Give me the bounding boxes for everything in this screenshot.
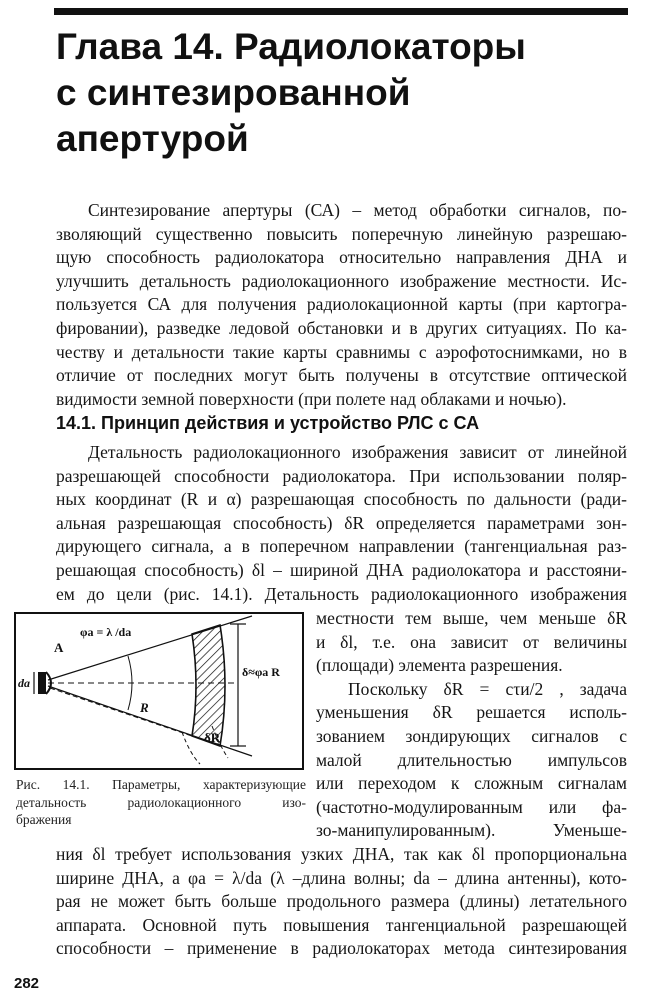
page-number: 282 — [14, 975, 40, 992]
text-line: малой длительностью импульсов — [316, 749, 627, 770]
beam-angle-label: φа = λ /dа — [80, 625, 132, 639]
caption-line: бражения — [16, 812, 72, 827]
text-line: ем до цели (рис. 14.1). Детальность радиолокационного изображения — [56, 583, 627, 604]
range-res-label: δR — [204, 730, 221, 745]
text-line: аппарата. Основной путь повышения тангенциальной разрешающей — [56, 914, 627, 935]
text-line: (площади) элемента разрешения. — [316, 655, 563, 676]
text-line: улучшить детальность радиолокационного изображение местности. Ис- — [56, 270, 627, 291]
text-line: или переходом к сложным сигналам — [316, 773, 627, 794]
text-line: способности – применение в радиолокаторах метода синтезирования — [56, 938, 627, 959]
chapter-title-line: апертурой — [56, 118, 249, 159]
chapter-top-rule — [54, 8, 628, 15]
figure-14-1 — [14, 612, 304, 770]
text-line: местности тем выше, чем меньше δR — [316, 608, 627, 628]
text-line: и δl, т.е. она зависит от величины — [316, 631, 627, 652]
text-line: дирующего сигнала, а в поперечном направлении (тангенциальная раз- — [56, 536, 627, 557]
text-line: уменьшения δR решается исполь- — [316, 702, 627, 723]
range-label: R — [140, 700, 149, 715]
text-line: отличие от последних могут быть получены в отсутствие оптической — [56, 365, 627, 386]
text-line: честву и детальности такие карты сравнимы с аэрофотоснимками, но в — [56, 341, 627, 362]
antenna-label: A — [54, 640, 64, 655]
cross-res-label: δ≈φа R — [242, 665, 280, 679]
text-line: альная разрешающая способность) δR определяется параметрами зон- — [56, 512, 627, 533]
caption-line: Рис. 14.1. Параметры, характеризующие — [16, 777, 306, 792]
chapter-title-line: Глава 14. Радиолокаторы — [56, 26, 526, 67]
section-paragraph — [56, 441, 627, 606]
antenna-shape — [38, 672, 46, 694]
text-line: Синтезирование апертуры (СА) – метод обработки сигналов, по- — [88, 200, 627, 220]
text-line: ния δl требует использования узких ДНА, так как δl пропорциональна — [56, 844, 627, 864]
caption-line: детальность радиолокационного изо- — [16, 794, 306, 810]
figure-caption — [16, 776, 306, 829]
text-line: ных координат (R и α) разрешающая способность по дальности (ради- — [56, 489, 627, 510]
text-line: зо-манипулированным). Уменьше- — [316, 820, 627, 841]
aperture-label: dа — [18, 676, 30, 690]
text-line: Поскольку δR = cτи/2 , задача — [348, 678, 627, 699]
text-line: зованием зондирующих сигналов с — [316, 725, 627, 746]
text-line: щую способность радиолокатора относительно направления ДНА и — [56, 247, 627, 268]
wrapped-text-column — [316, 607, 627, 843]
section-paragraph-continued — [56, 843, 627, 961]
text-line: пользуется СА для получения радиолокационной карты (при картогра- — [56, 294, 627, 315]
text-line: видимости земной поверхности (при полете над облаками и ночью). — [56, 388, 567, 409]
chapter-title — [56, 24, 626, 162]
text-line: рая не может быть больше продольного размера (длины) летательного — [56, 891, 627, 912]
section-heading: 14.1. Принцип действия и устройство РЛС с СА — [56, 413, 480, 433]
resolution-cell — [192, 625, 225, 746]
chapter-title-line: с синтезированной — [56, 72, 411, 113]
text-line: решающая способность) δl – шириной ДНА радиолокатора и расстояни- — [56, 559, 627, 580]
text-line: ширине ДНА, а φа = λ/dа (λ –длина волны; dа – длина антенны), кото- — [56, 867, 627, 888]
radar-resolution-diagram — [16, 614, 302, 768]
text-line: Детальность радиолокационного изображения зависит от линейной — [88, 442, 627, 462]
text-line: зволяющий существенно повысить поперечную линейную разрешаю- — [56, 223, 627, 244]
text-line: фировании), разведке ледовой обстановки и в других ситуациях. По ка- — [56, 317, 627, 338]
range-line — [50, 688, 192, 736]
text-line: разрешающей способности радиолокатора. При использовании поляр- — [56, 465, 627, 486]
intro-paragraph — [56, 199, 627, 411]
text-line: (частотно-модулированным или фа- — [316, 796, 627, 817]
